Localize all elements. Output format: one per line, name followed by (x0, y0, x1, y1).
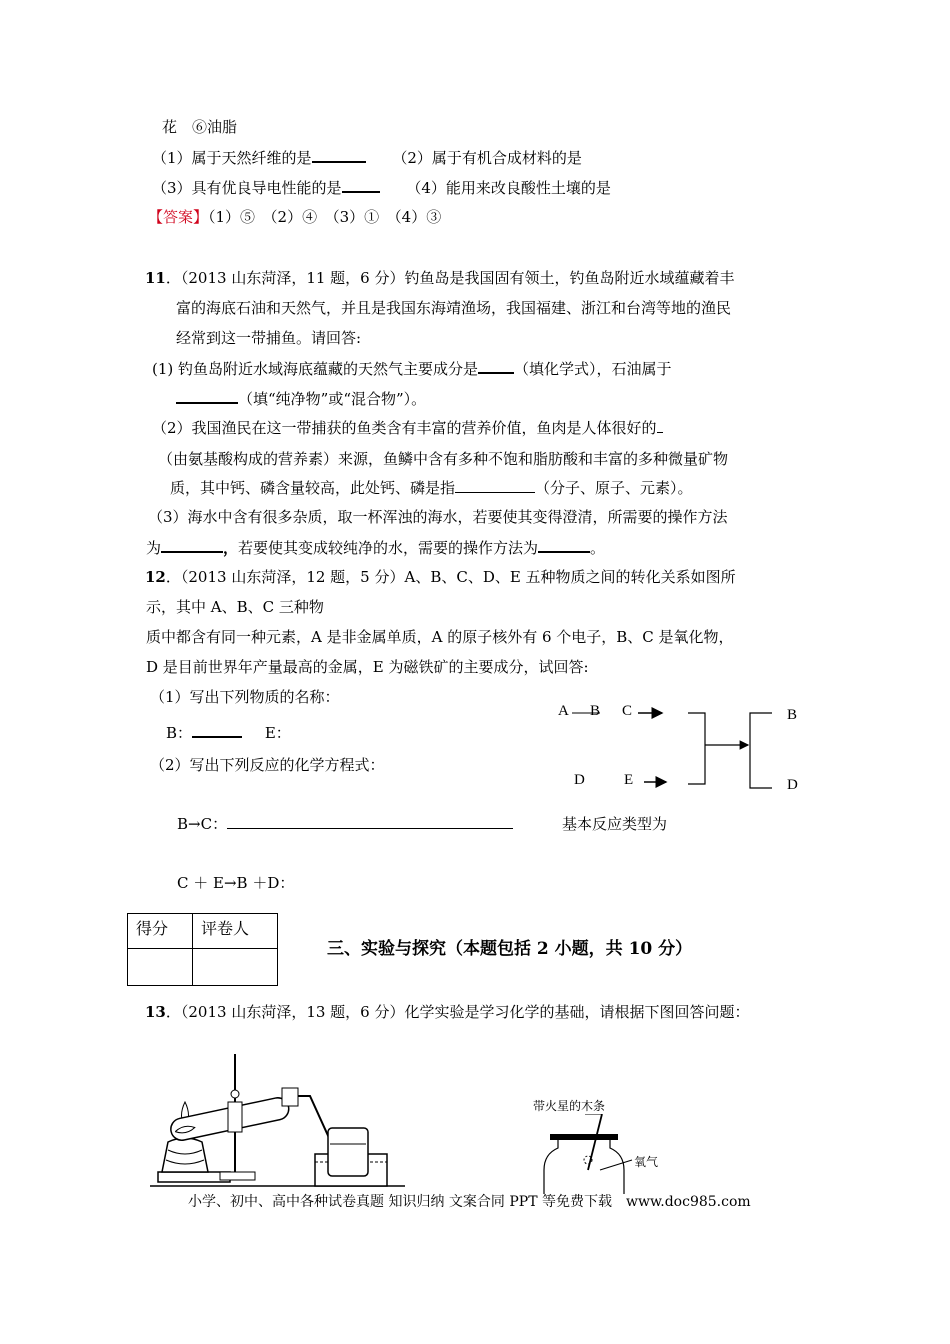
q11-line-9: （3）海水中含有很多杂质，取一杯浑浊的海水，若要使其变得澄清，所需要的操作方法 (148, 508, 728, 526)
grader-header: 评卷人 (193, 914, 278, 949)
q12-reaction-type: 基本反应类型为 (562, 815, 668, 833)
q11-comma: ， (223, 539, 239, 557)
q11-line-10 (146, 537, 605, 558)
diagram-arrows (560, 700, 790, 800)
answer-blank (657, 418, 663, 433)
footer-watermark: 小学、初中、高中各种试卷真题 知识归纳 文案合同 PPT 等免费下载 www.doc985.com (188, 1194, 751, 1210)
bracket-right (750, 713, 772, 788)
q12-text-1: ．（2013 山东菏泽，12 题，5 分）A、B、C、D、E 五种物质之间的转化关系如图所 (165, 568, 736, 586)
q11-text-8a: 质，其中钙、磷含量较高，此处钙、磷是指 (170, 479, 456, 497)
q12-line-2: 示，其中 A、B、C 三种物 (146, 598, 324, 616)
answer-blank (538, 537, 590, 553)
q12-line-6 (166, 722, 291, 743)
label-oxygen: 氧气 (634, 1155, 659, 1169)
answer-blank (455, 478, 535, 493)
q13-line-1 (145, 1002, 750, 1022)
diagram-label-c: C (622, 703, 633, 719)
q10-item-2-text: （2）属于有机合成材料的是 (392, 149, 582, 167)
q11-text-8b: （分子、原子、元素）。 (535, 479, 693, 497)
question-number: 13 (145, 1003, 166, 1021)
q12-line-9: C ＋ E→B ＋D： (177, 874, 295, 892)
diagram-output-d: D (787, 777, 798, 793)
answer-blank (161, 537, 223, 553)
q12-line-1 (145, 567, 736, 587)
q11-line-4 (152, 358, 672, 379)
q12-line-4: D 是目前世界年产量最高的金属，E 为磁铁矿的主要成分，试回答: (146, 658, 589, 676)
diagram-label-b: B (590, 703, 601, 719)
q11-line-5 (176, 388, 426, 409)
q12-line-8 (177, 814, 513, 834)
q11-text-1: ．（2013 山东菏泽，11 题，6 分）钓鱼岛是我国固有领土，钓鱼岛附近水域蕴藏着丰 (165, 269, 735, 287)
answer-blank (227, 814, 513, 829)
q12-line-5: （1）写出下列物质的名称： (150, 688, 340, 706)
section-title: 三、实验与探究（本题包括 2 小题，共 10 分） (327, 939, 693, 959)
q11-line-2: 富的海底石油和天然气，并且是我国东海靖渔场，我国福建、浙江和台湾等地的渔民 (176, 299, 732, 317)
q11-line-1 (145, 268, 735, 288)
diagram-label-d: D (574, 772, 585, 788)
q11-text-4a: (1) 钓鱼岛附近水域海底蕴藏的天然气主要成分是 (152, 360, 479, 378)
oxygen-bottle (540, 1114, 650, 1194)
q13-text-1: ．（2013 山东菏泽，13 题，6 分）化学实验是学习化学的基础，请根据下图回答问题： (165, 1003, 750, 1021)
q12-text-e: E： (264, 724, 291, 742)
score-table (127, 913, 278, 986)
question-number: 12 (145, 568, 166, 586)
q11-text-5: （填“纯净物”或“混合物”）。 (238, 390, 427, 408)
q11-text-6: （2）我国渔民在这一带捕获的鱼类含有丰富的营养价值，鱼肉是人体很好的 (152, 419, 657, 437)
q12-text-bc: B→C： (177, 815, 228, 833)
q10-item-1 (152, 147, 582, 168)
q12-line-7: （2）写出下列反应的化学方程式： (150, 756, 385, 774)
q11-line-7: （由氨基酸构成的营养素）来源，鱼鳞中含有多种不饱和脂肪酸和丰富的多种微量矿物 (158, 450, 729, 468)
question-number: 11 (145, 269, 166, 287)
label-glowing-splint: 带火星的木条 (533, 1099, 606, 1113)
answer-blank (176, 388, 238, 404)
q10-option-line: 花 ⑥油脂 (162, 118, 238, 136)
grader-cell[interactable] (193, 949, 278, 986)
answer-tag: 【答案】 (148, 208, 209, 226)
q10-item-3 (152, 177, 611, 198)
q10-item-3-text: （3）具有优良导电性能的是 (152, 179, 342, 197)
q11-line-6 (152, 418, 663, 438)
bracket-left (688, 713, 705, 784)
q11-text-10c: 若要使其变成较纯净的水，需要的操作方法为 (238, 539, 539, 557)
q11-text-4b: （填化学式），石油属于 (514, 360, 672, 378)
gas-generation-apparatus (150, 1050, 410, 1190)
answer-blank (342, 177, 380, 193)
q12-text-b: B： (166, 724, 193, 742)
q10-item-4-text: （4）能用来改良酸性土壤的是 (406, 179, 611, 197)
diagram-output-b: B (787, 707, 798, 723)
q11-text-10a: 为 (146, 539, 162, 557)
answer-blank (192, 722, 242, 738)
diagram-label-e: E (624, 772, 634, 788)
diagram-label-a: A (558, 703, 569, 719)
q11-text-10d: 。 (590, 539, 606, 557)
score-header: 得分 (128, 914, 193, 949)
q10-item-1-text: （1）属于天然纤维的是 (152, 149, 312, 167)
q10-answer (148, 207, 441, 227)
answer-text: （1）⑤ （2）④ （3）① （4）③ (208, 208, 442, 226)
answer-blank (312, 147, 366, 163)
q11-line-8 (170, 478, 693, 498)
q12-line-3: 质中都含有同一种元素，A 是非金属单质，A 的原子核外有 6 个电子，B、C 是氧化物， (146, 628, 734, 646)
q11-line-3: 经常到这一带捕鱼。请回答: (176, 329, 362, 347)
score-cell[interactable] (128, 949, 193, 986)
answer-blank (478, 358, 514, 374)
